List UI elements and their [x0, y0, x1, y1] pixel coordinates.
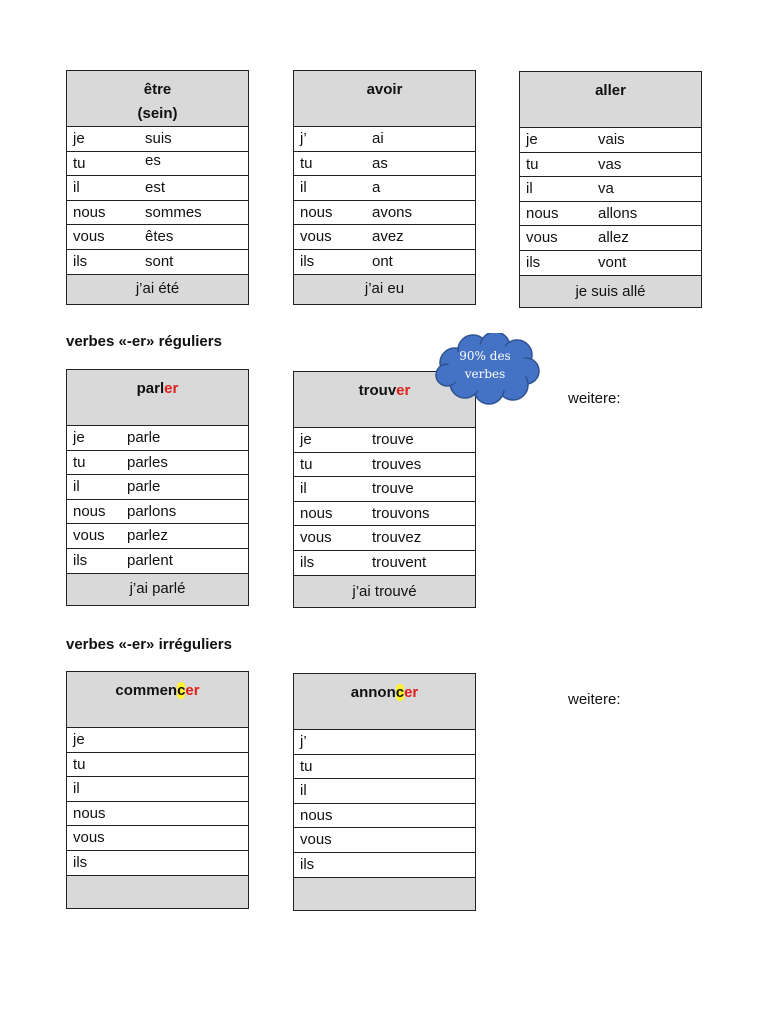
pronoun: je — [73, 130, 85, 147]
pronoun: il — [300, 480, 307, 498]
verb-form: trouve — [372, 480, 414, 498]
weitere-label-1: weitere: — [568, 390, 621, 407]
table-row — [520, 226, 701, 251]
pronoun: je — [300, 431, 312, 448]
verb-stem: parl — [136, 380, 165, 397]
pronoun: il — [300, 782, 307, 800]
verb-form: vais — [598, 131, 625, 148]
verb-form: es — [145, 151, 161, 169]
table-avoir-header — [294, 71, 475, 127]
table-row — [294, 127, 475, 152]
table-row — [67, 802, 248, 827]
table-row — [67, 500, 248, 525]
pronoun: tu — [526, 155, 539, 173]
verb-form: sommes — [145, 203, 202, 221]
table-aller-header — [520, 72, 701, 128]
table-row — [294, 250, 475, 275]
pronoun: il — [73, 780, 80, 798]
cloud-text-line-1: 90% des — [459, 349, 511, 363]
verb-form: ont — [372, 252, 393, 270]
verb-ending: er — [185, 682, 200, 699]
pronoun: ils — [300, 553, 315, 571]
pronoun: j’ — [300, 130, 307, 147]
pronoun: tu — [300, 455, 313, 473]
pronoun: vous — [73, 829, 105, 847]
verb-form: trouve — [372, 431, 414, 448]
verb-title — [294, 681, 475, 705]
verb-form: allez — [598, 229, 629, 247]
table-row — [67, 152, 248, 177]
passe-compose: j’ai eu — [294, 275, 475, 304]
weitere-label-2: weitere: — [568, 691, 621, 708]
verb-form: a — [372, 179, 381, 197]
table-row — [294, 502, 475, 527]
pronoun: je — [73, 731, 85, 748]
verb-ending: er — [164, 380, 179, 397]
table-parler — [66, 369, 249, 606]
pronoun: il — [73, 179, 80, 197]
table-row — [520, 202, 701, 227]
verb-form: parlent — [127, 551, 173, 569]
table-row — [294, 853, 475, 878]
table-row — [294, 176, 475, 201]
table-row — [67, 176, 248, 201]
pronoun: vous — [300, 228, 332, 246]
pronoun: tu — [300, 757, 313, 775]
verb-title — [67, 679, 248, 703]
section-title-regular: verbes «-er» réguliers — [66, 333, 222, 350]
pronoun: nous — [73, 804, 106, 822]
verb-form: vas — [598, 155, 622, 173]
verb-stem: annon — [350, 684, 396, 701]
verb-title: aller — [595, 82, 626, 99]
table-row — [294, 428, 475, 453]
table-trouver — [293, 371, 476, 608]
table-etre — [66, 70, 249, 305]
verb-form: allons — [598, 204, 638, 222]
table-aller — [519, 71, 702, 308]
verb-form: ai — [372, 130, 384, 147]
passe-compose — [294, 878, 475, 910]
verb-form: parles — [127, 453, 168, 471]
table-parler-header — [67, 370, 248, 426]
verb-form: trouves — [372, 455, 422, 473]
verb-title: être — [143, 81, 172, 98]
verb-form: parlons — [127, 502, 177, 520]
verb-form: as — [372, 154, 388, 172]
verb-ending: er — [404, 684, 419, 701]
table-row — [67, 225, 248, 250]
table-row — [67, 426, 248, 451]
verb-form: vont — [598, 253, 627, 271]
table-row — [67, 826, 248, 851]
pronoun: il — [300, 179, 307, 197]
verb-form: trouvez — [372, 529, 422, 547]
verb-form: parle — [127, 478, 161, 496]
verb-subtitle: (sein) — [137, 105, 178, 122]
table-annoncer — [293, 673, 476, 911]
verb-form: avons — [372, 203, 413, 221]
table-row — [67, 250, 248, 275]
table-row — [67, 524, 248, 549]
pronoun: vous — [526, 229, 558, 247]
passe-compose: je suis allé — [520, 276, 701, 307]
pronoun: ils — [73, 252, 88, 270]
table-row — [294, 477, 475, 502]
pronoun: ils — [526, 253, 541, 271]
passe-compose: j’ai parlé — [67, 574, 248, 605]
highlighted-letter: c — [395, 684, 405, 701]
verb-form: êtes — [145, 228, 174, 246]
passe-compose — [67, 876, 248, 908]
verb-title — [67, 377, 248, 401]
table-row — [294, 152, 475, 177]
verb-form: va — [598, 180, 614, 198]
table-etre-header — [67, 71, 248, 127]
pronoun: il — [526, 180, 533, 198]
table-row — [520, 153, 701, 178]
table-row — [520, 251, 701, 276]
verb-form: parle — [127, 429, 161, 446]
pronoun: tu — [73, 755, 86, 773]
verb-form: suis — [145, 130, 172, 147]
verb-form: parlez — [127, 527, 168, 545]
table-row — [520, 177, 701, 202]
table-row — [67, 201, 248, 226]
pronoun: ils — [300, 252, 315, 270]
pronoun: nous — [300, 806, 333, 824]
pronoun: tu — [73, 154, 86, 172]
table-row — [294, 551, 475, 576]
table-commencer-header — [67, 672, 248, 728]
table-row — [67, 451, 248, 476]
table-row — [294, 828, 475, 853]
verb-form: trouvons — [372, 504, 430, 522]
table-row — [294, 804, 475, 829]
pronoun: ils — [73, 853, 88, 871]
table-row — [67, 753, 248, 778]
table-annoncer-header — [294, 674, 475, 730]
table-row — [294, 526, 475, 551]
table-avoir — [293, 70, 476, 305]
section-title-irregular: verbes «-er» irréguliers — [66, 636, 232, 653]
verb-form: trouvent — [372, 553, 427, 571]
table-row — [67, 728, 248, 753]
pronoun: ils — [73, 551, 88, 569]
table-row — [294, 779, 475, 804]
pronoun: nous — [73, 203, 106, 221]
table-row — [67, 475, 248, 500]
pronoun: tu — [73, 453, 86, 471]
table-row — [520, 128, 701, 153]
verb-stem: trouv — [358, 382, 397, 399]
pronoun: nous — [73, 502, 106, 520]
table-row — [294, 730, 475, 755]
table-row — [294, 201, 475, 226]
verb-title: avoir — [366, 81, 403, 98]
pronoun: nous — [300, 504, 333, 522]
pronoun: j’ — [300, 733, 307, 750]
table-row — [294, 453, 475, 478]
cloud-text — [433, 347, 537, 383]
pronoun: vous — [300, 529, 332, 547]
verb-form: est — [145, 179, 166, 197]
pronoun: vous — [73, 527, 105, 545]
pronoun: je — [73, 429, 85, 446]
cloud-text-line-2: verbes — [464, 367, 506, 381]
table-row — [67, 851, 248, 876]
table-row — [67, 777, 248, 802]
pronoun: vous — [73, 228, 105, 246]
pronoun: nous — [300, 203, 333, 221]
highlighted-letter: c — [177, 682, 186, 699]
table-row — [67, 549, 248, 574]
table-commencer — [66, 671, 249, 909]
pronoun: je — [526, 131, 538, 148]
table-row — [294, 755, 475, 780]
verb-form: avez — [372, 228, 404, 246]
pronoun: vous — [300, 831, 332, 849]
passe-compose: j’ai trouvé — [294, 576, 475, 607]
passe-compose: j’ai été — [67, 275, 248, 304]
verb-stem: commen — [115, 682, 178, 699]
pronoun: nous — [526, 204, 559, 222]
pronoun: ils — [300, 855, 315, 873]
verb-ending: er — [396, 382, 411, 399]
verb-form: sont — [145, 252, 174, 270]
pronoun: il — [73, 478, 80, 496]
table-row — [294, 225, 475, 250]
pronoun: tu — [300, 154, 313, 172]
